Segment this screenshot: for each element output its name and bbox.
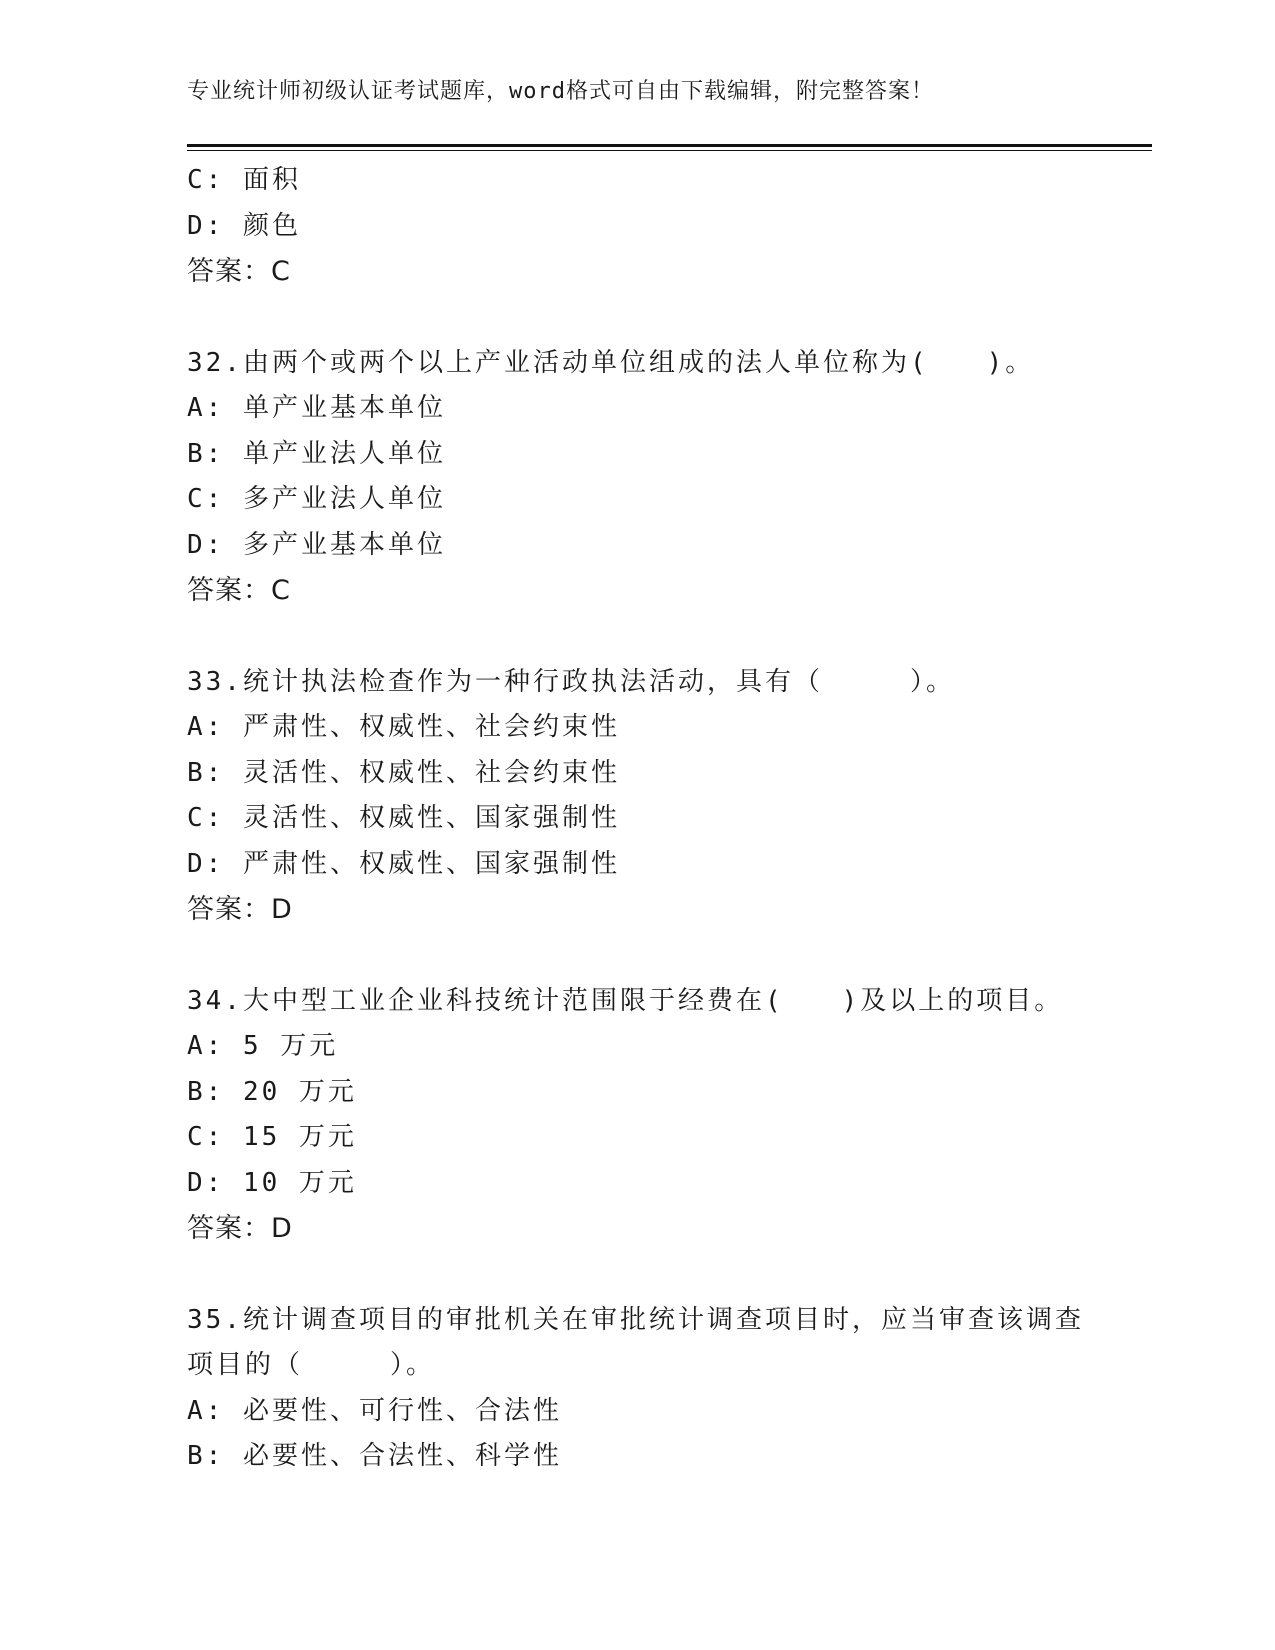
answer-line: 答案：C <box>187 256 291 287</box>
spacer <box>187 933 1087 979</box>
option-c: C: 15 万元 <box>187 1122 357 1152</box>
question-stem-continued: 项目的（ ）。 <box>187 1350 436 1380</box>
option-a: A: 5 万元 <box>187 1031 339 1061</box>
carryover-block <box>187 158 1087 295</box>
header-rule-thick <box>187 144 1152 147</box>
option-b: B: 必要性、合法性、科学性 <box>187 1441 562 1471</box>
option-a: A: 单产业基本单位 <box>187 393 446 423</box>
question-35 <box>187 1298 1087 1480</box>
spacer <box>187 1252 1087 1298</box>
option-b: B: 20 万元 <box>187 1076 357 1107</box>
answer-line: 答案：D <box>187 1213 293 1244</box>
question-stem: 35.统计调查项目的审批机关在审批统计调查项目时，应当审查该调查 <box>187 1304 1084 1335</box>
option-c: C: 灵活性、权威性、国家强制性 <box>187 803 620 833</box>
spacer <box>187 614 1087 660</box>
option-b: B: 灵活性、权威性、社会约束性 <box>187 757 620 788</box>
question-stem: 33.统计执法检查作为一种行政执法活动，具有（ ）。 <box>187 666 955 697</box>
option-b: B: 单产业法人单位 <box>187 438 446 469</box>
question-33 <box>187 660 1087 933</box>
page-header: 专业统计师初级认证考试题库，word格式可自由下载编辑，附完整答案！ <box>187 79 934 104</box>
option-c: C: 面积 <box>187 165 301 195</box>
option-a: A: 严肃性、权威性、社会约束性 <box>187 712 620 742</box>
question-32 <box>187 341 1087 614</box>
option-a: A: 必要性、可行性、合法性 <box>187 1395 562 1426</box>
question-list <box>187 158 1087 1480</box>
question-stem: 32.由两个或两个以上产业活动单位组成的法人单位称为( )。 <box>187 347 1035 378</box>
option-d: D: 多产业基本单位 <box>187 529 446 560</box>
question-stem: 34.大中型工业企业科技统计范围限于经费在( )及以上的项目。 <box>187 985 1064 1016</box>
header-rule-thin <box>187 150 1152 151</box>
spacer <box>187 295 1087 341</box>
option-d: D: 颜色 <box>187 210 301 241</box>
answer-line: 答案：D <box>187 894 293 925</box>
option-c: C: 多产业法人单位 <box>187 484 446 514</box>
answer-line: 答案：C <box>187 575 291 606</box>
option-d: D: 10 万元 <box>187 1167 357 1198</box>
question-34 <box>187 979 1087 1252</box>
option-d: D: 严肃性、权威性、国家强制性 <box>187 848 620 879</box>
